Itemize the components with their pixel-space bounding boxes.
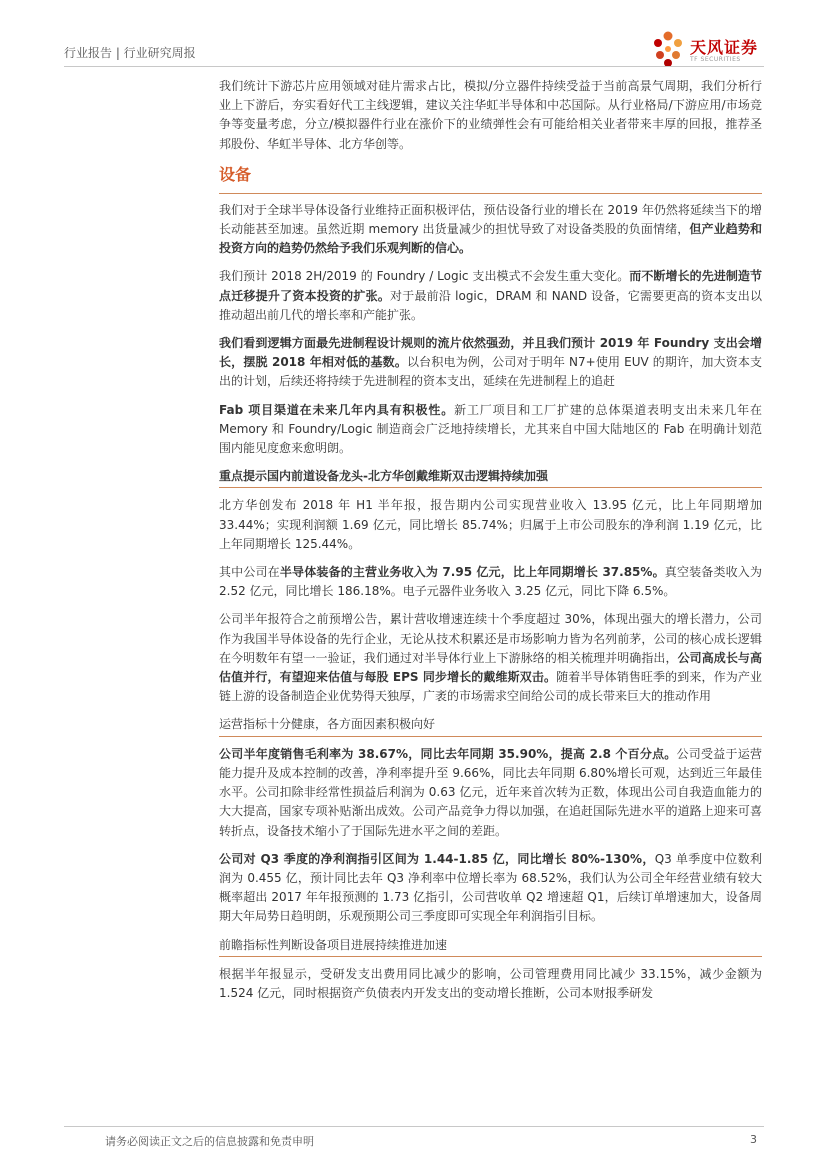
growth-lead: 公司半年报符合之前预增公告，累计营收增速连续十个季度超过 30%，体现出强大的增长潜力，公司作为我国半导体设备的先行企业，无论从技术积累还是市场影响力皆为名列前茅，公司的核心成长逻辑在今明数年有望一一验证，我们通过对半导体行业上下游脉络的相关梳理并明确指出， — [219, 612, 762, 665]
page-number: 3 — [750, 1133, 757, 1146]
foundry-lead: 我们预计 2018 2H/2019 的 Foundry / Logic 支出模式不会发生重大变化。 — [219, 269, 630, 284]
logo-name: 天风证券 — [690, 38, 759, 57]
paragraph-fab-pipeline — [219, 401, 762, 459]
margin-body: 公司受益于运营能力提升及成本控制的改善，净利率提升至 9.66%，同比去年同期 6.80%增长可观，达到近三年最佳水平。公司扣除非经常性损益后利润为 0.63 亿元，近年来首次转为正数，体现出公司自我造血能力的大大提高，国家专项补贴渐出成效。公司产品竞争力得以加强，在追赶国际先进水平的道路上迎来可喜转折点，设备技术缩小了于国际先进水平之间的差距。 — [219, 746, 762, 838]
growth-highlight: 公司高成长与高估值并行，有望迎来估值与每股 EPS 同步增长的戴维斯双击。 — [219, 650, 762, 685]
revenue-body: 真空装备类收入为 2.52 亿元，同比增长 186.18%。电子元器件业务收入 3.25 亿元，同比下降 6.5%。 — [219, 565, 762, 599]
foundry-highlight: 而不断增长的先进制造节点迁移提升了资本投资的扩张。 — [219, 269, 762, 303]
paragraph-logic-tapeout — [219, 334, 762, 392]
logo — [650, 30, 770, 70]
section-title: 设备 — [219, 164, 252, 184]
subheading-naura: 重点提示国内前道设备龙头-北方华创戴维斯双击逻辑持续加强 — [219, 467, 762, 488]
growth-body: 随着半导体销售旺季的到来，作为产业链上游的设备制造企业优势得天独厚，广袤的市场需求空间给公司的成长带来巨大的推动作用 — [219, 670, 762, 704]
section-divider — [219, 193, 762, 194]
paragraph-outlook — [219, 201, 762, 259]
outlook-body: 虽然近期 memory 出货量减少的担忧导致了对设备类股的负面情绪， — [316, 222, 690, 237]
disclaimer-footer: 请务必阅读正文之后的信息披露和免责申明 — [105, 1135, 314, 1148]
guidance-body: Q3 单季度中位数利润为 0.455 亿，预计同比去年 Q3 净利率中位增长率为 68.52%，我们认为公司全年经营业绩有较大概率超出 2017 年年报预测的 1.73 亿指引，公司营收单 Q2 增速超 Q1，后续订单增速加大，设备周期大年局势日趋明朗，乐观预期公司三季度即可实现全年利润指引目标。 — [219, 851, 762, 924]
fab-highlight: Fab 项目渠道在未来几年内具有积极性。 — [219, 402, 455, 417]
foundry-body: 对于最前沿 logic，DRAM 和 NAND 设备，它需要更高的资本支出以推动超出前几代的增长率和产能扩张。 — [219, 288, 762, 322]
paragraph-growth-logic — [219, 610, 762, 706]
outlook-lead: 我们对于全球半导体设备行业维持正面积极评估，预估设备行业的增长在 2019 年仍然将延续当下的增长动能甚至加速。 — [219, 202, 762, 237]
header-divider — [64, 66, 764, 67]
fab-body: 新工厂项目和工厂扩建的总体渠道表明支出未来几年在 Memory 和 Foundry/Logic 制造商会广泛地持续增长，尤其来自中国大陆地区的 Fab 在明确计划范围内能见度愈来愈明朗。 — [219, 402, 762, 456]
revenue-highlight: 半导体装备的主营业务收入为 7.95 亿元，比上年同期增长 37.85%。 — [279, 565, 665, 580]
intro-paragraph: 我们统计下游芯片应用领域对硅片需求占比，模拟/分立器件持续受益于当前高景气周期，我们分析行业上下游后，夯实看好代工主线逻辑，建议关注华虹半导体和中芯国际。从行业格局/下游应用/市场竞争等变量考虑，分立/模拟器件行业在涨价下的业绩弹性会有可能给相关业者带来丰厚的回报，推荐圣邦股份、华虹半导体、北方华创等。 — [219, 79, 762, 151]
revenue-lead: 其中公司在 — [219, 565, 280, 580]
footer-divider — [64, 1126, 764, 1127]
paragraph-revenue-breakdown — [219, 563, 762, 601]
paragraph-foundry-spending — [219, 267, 762, 325]
logo-flower-icon — [650, 30, 686, 70]
main-content — [219, 77, 762, 1003]
paragraph-gross-margin — [219, 745, 762, 841]
subheading-projects: 前瞻指标性判断设备项目进展持续推进加速 — [219, 936, 762, 957]
paragraph-admin-expense: 根据半年报显示，受研发支出费用同比减少的影响，公司管理费用同比减少 33.15%，减少金额为 1.524 亿元，同时根据资产负债表内开发支出的变动增长推断，公司本财报季研发 — [219, 966, 762, 1000]
logic-highlight: 我们看到逻辑方面最先进制程设计规则的流片依然强劲，并且我们预计 2019 年 Foundry 支出会增长，摆脱 2018 年相对低的基数。 — [219, 336, 762, 370]
paragraph-h1-results: 北方华创发布 2018 年 H1 半年报，报告期内公司实现营业收入 13.95 亿元，比上年同期增加 33.44%；实现利润额 1.69 亿元，同比增长 85.74%；归属于上市公司股东的净利润 1.19 亿元，比上年同期增长 125.44%。 — [219, 498, 762, 551]
report-header: 行业报告 | 行业研究周报 — [64, 46, 196, 60]
logic-body: 以台积电为例，公司对于明年 N7+使用 EUV 的期许，加大资本支出的计划，后续还将持续于先进制程的资本支出，延续在先进制程上的追赶 — [219, 355, 762, 389]
outlook-conclusion: 但产业趋势和投资方向的趋势仍然给予我们乐观判断的信心。 — [219, 222, 762, 256]
logo-english: TF SECURITIES — [690, 56, 741, 63]
subheading-operations: 运营指标十分健康，各方面因素积极向好 — [219, 715, 762, 736]
guidance-highlight: 公司对 Q3 季度的净利润指引区间为 1.44-1.85 亿，同比增长 80%-130%， — [219, 851, 655, 866]
paragraph-q3-guidance — [219, 850, 762, 927]
margin-highlight: 公司半年度销售毛利率为 38.67%，同比去年同期 35.90%，提高 2.8 个百分点。 — [219, 746, 677, 761]
